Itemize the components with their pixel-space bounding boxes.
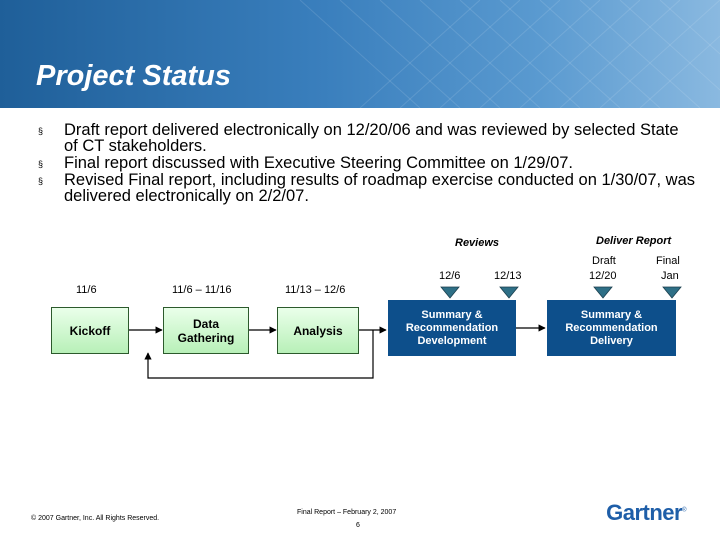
review-marker-icon [441,287,459,298]
review-marker-icon [500,287,518,298]
bullet-marker-icon: § [38,159,44,169]
analysis-box: Analysis [277,307,359,354]
gathering-date: 11/6 – 11/16 [172,284,232,296]
kickoff-date: 11/6 [76,284,97,296]
bullet-text: Draft report delivered electronically on 12/20/06 and was reviewed by selected State of CT stakeholders. [64,121,679,155]
review-1-date: 12/6 [439,270,461,282]
review-2-date: 12/13 [494,270,522,282]
gartner-logo [606,500,686,526]
slide-title: Project Status [36,60,231,92]
final-marker-icon [663,287,681,298]
kickoff-box: Kickoff [51,307,129,354]
draft-marker-icon [594,287,612,298]
logo-registered-mark: ® [682,507,686,514]
logo-text: Gartner [606,500,683,525]
analysis-date: 11/13 – 12/6 [285,284,346,296]
final-date: Jan [661,270,679,282]
reviews-label: Reviews [455,237,500,249]
bullet-marker-icon: § [38,176,44,186]
delivery-box: Summary & Recommendation Delivery [547,300,676,356]
deliver-report-label: Deliver Report [596,235,672,247]
final-label: Final [656,255,680,267]
bullet-marker-icon: § [38,126,44,136]
development-box: Summary & Recommendation Development [388,300,516,356]
draft-date: 12/20 [589,270,617,282]
bullet-text: Final report discussed with Executive Steering Committee on 1/29/07. [64,154,574,172]
page-number: 6 [356,522,360,529]
draft-label: Draft [592,255,616,267]
footer-report-title: Final Report – February 2, 2007 [297,509,397,516]
bullet-text: Revised Final report, including results of roadmap exercise conducted on 1/30/07, was delivered electronically on 2/2/07. [64,171,696,205]
copyright-text: © 2007 Gartner, Inc. All Rights Reserved. [31,515,160,522]
data-gathering-box: Data Gathering [163,307,249,354]
